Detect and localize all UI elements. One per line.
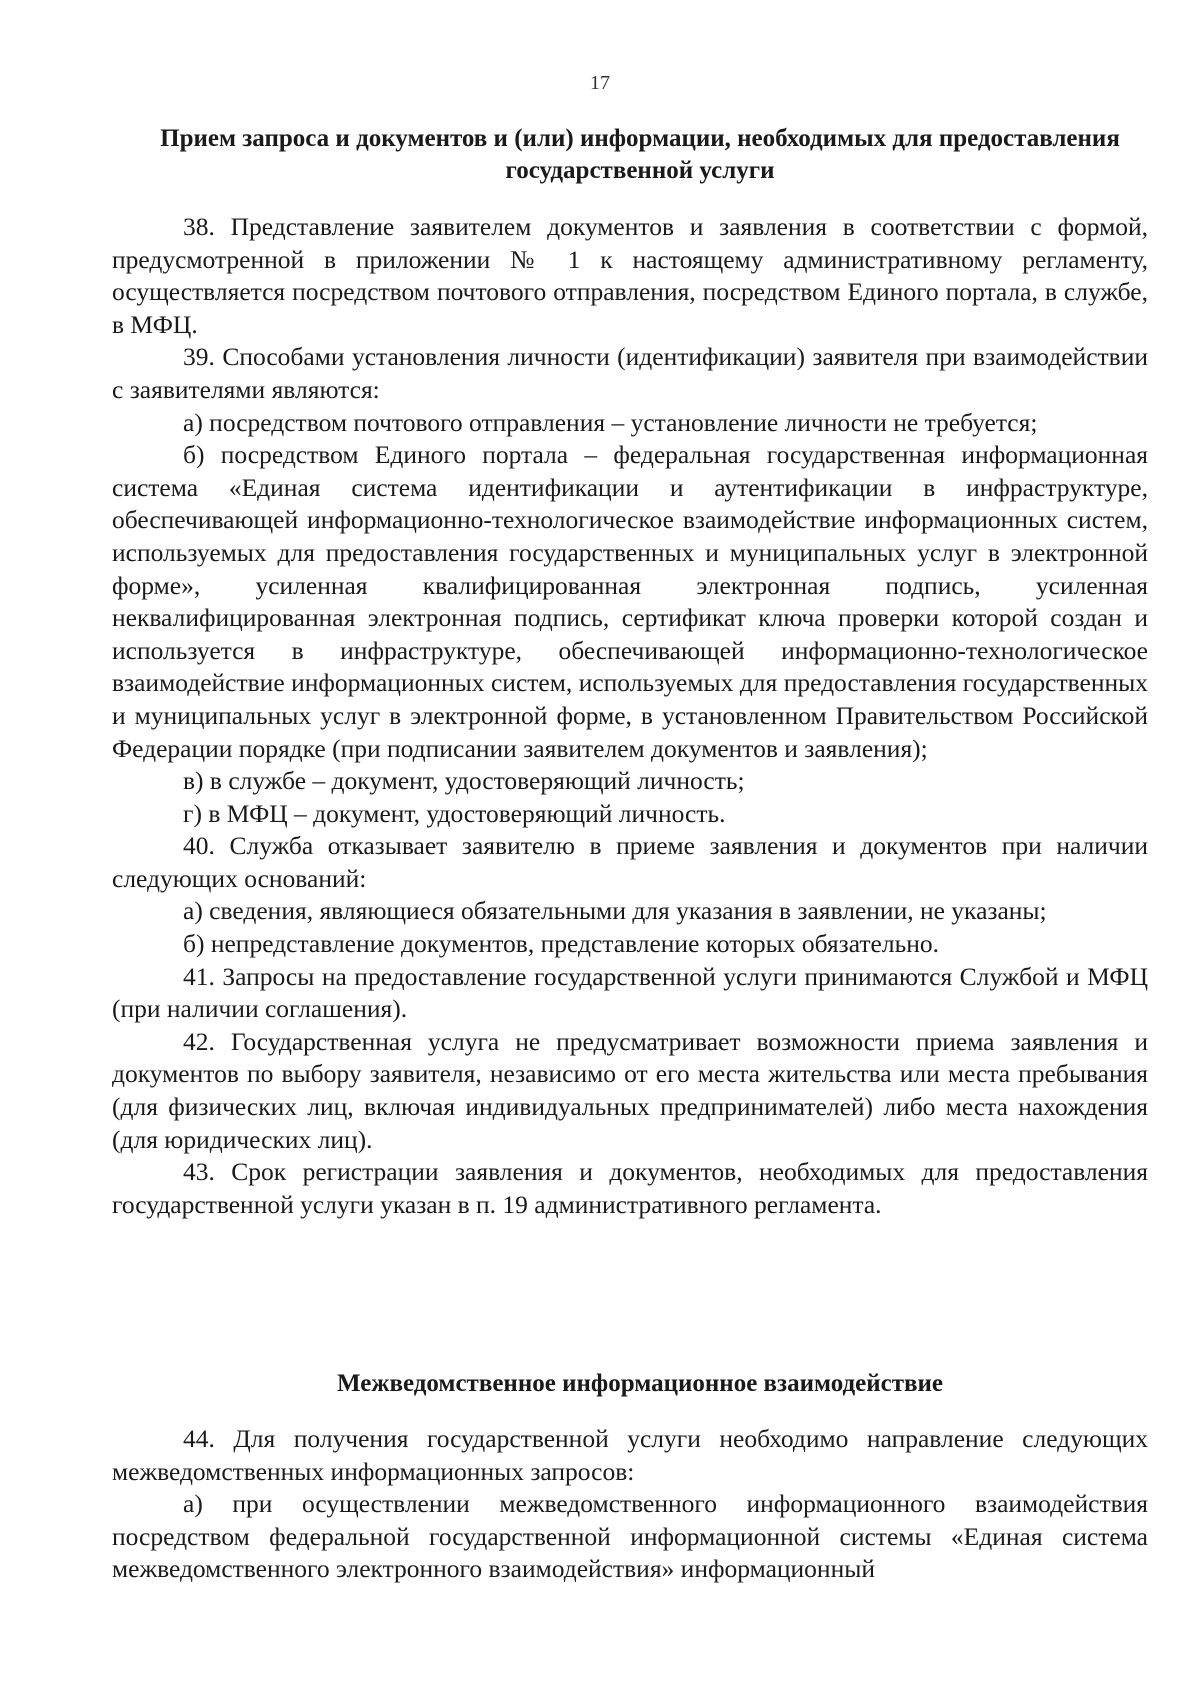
paragraph-39a: а) посредством почтового отправления – установление личности не требуется; [183, 407, 1038, 437]
page-number: 17 [590, 72, 610, 94]
paragraph-40: 40. Служба отказывает заявителю в приеме заявления и документов при наличии следующих оснований: [112, 831, 1148, 893]
paragraph-42: 42. Государственная услуга не предусматривает возможности приема заявления и документов по выбору заявителя, независимо от его места жительства или места пребывания (для физических лиц, включая индивидуальных предпринимателей) либо места нахождения (для юридических лиц). [112, 1026, 1148, 1154]
paragraph-39: 39. Способами установления личности (идентификации) заявителя при взаимодействии с заявителями являются: [112, 342, 1148, 404]
paragraph-40b: б) непредставление документов, представление которых обязательно. [183, 929, 939, 959]
section-heading-reception: Прием запроса и документов и (или) информации, необходимых для предоставления государственной услуги [160, 125, 1120, 184]
paragraph-43: 43. Срок регистрации заявления и документов, необходимых для предоставления государственной услуги указан в п. 19 административного регламента. [112, 1157, 1148, 1219]
paragraph-40a: а) сведения, являющиеся обязательными для указания в заявлении, не указаны; [183, 896, 1047, 926]
section-heading-interagency: Межведомственное информационное взаимодействие [337, 1370, 943, 1397]
paragraph-39v: в) в службе – документ, удостоверяющий личность; [183, 766, 745, 796]
paragraph-39b: б) посредством Единого портала – федеральная государственная информационная система «Единая система идентификации и аутентификации в инфраструктуре, обеспечивающей информационно-технологическое взаимодействие информационных систем, используемых для предоставления государственных и муниципальных услуг в электронной форме», усиленная квалифицированная электронная подпись, усиленная неквалифицированная электронная подпись, сертификат ключа проверки которой создан и используется в инфраструктуре, обеспечивающей информационно-технологическое взаимодействие информационных систем, используемых для предоставления государственных и муниципальных услуг в электронной форме, в установленном Правительством Российской Федерации порядке (при подписании заявителем документов и заявления); [112, 440, 1148, 763]
paragraph-44a: а) при осуществлении межведомственного информационного взаимодействия посредством федеральной государственной информационной системы «Единая система межведомственного электронного взаимодействия» информационный [112, 1489, 1148, 1584]
section-body-interagency [112, 1423, 1148, 1586]
section-body-reception [112, 211, 1148, 1221]
paragraph-41: 41. Запросы на предоставление государственной услуги принимаются Службой и МФЦ (при наличии соглашения). [112, 961, 1148, 1024]
paragraph-44: 44. Для получения государственной услуги необходимо направление следующих межведомственных информационных запросов: [112, 1424, 1148, 1486]
paragraph-38: 38. Представление заявителем документов и заявления в соответствии с формой, предусмотренной в приложении № 1 к настоящему административному регламенту, осуществляется посредством почтового отправления, посредством Единого портала, в службе, в МФЦ. [112, 212, 1148, 339]
paragraph-39g: г) в МФЦ – документ, удостоверяющий личность. [183, 798, 726, 828]
